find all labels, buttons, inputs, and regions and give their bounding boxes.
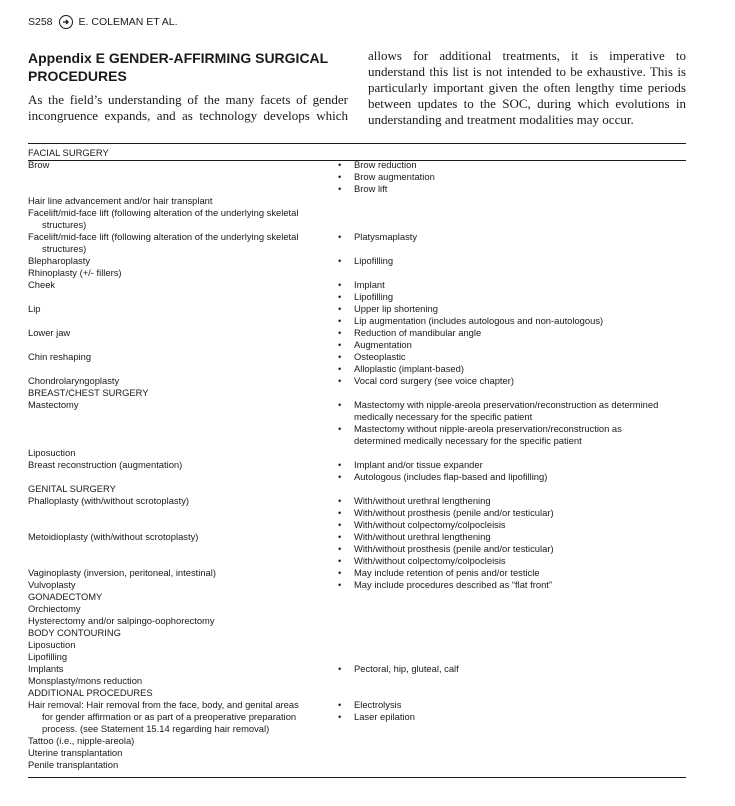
procedure-name-line: Vaginoplasty (inversion, peritoneal, intestinal) xyxy=(28,567,216,578)
option-item xyxy=(338,543,686,555)
bullet-icon: • xyxy=(338,495,342,506)
table-row xyxy=(28,159,686,195)
bullet-icon: • xyxy=(338,711,342,722)
procedure-options xyxy=(338,531,686,567)
option-text: With/without colpectomy/colpocleisis xyxy=(354,555,506,566)
page-number: S258 xyxy=(28,16,53,28)
procedure-name xyxy=(28,675,328,687)
procedure-name-line: Facelift/mid-face lift (following alteration of the underlying skeletal xyxy=(28,207,299,218)
option-text: With/without urethral lengthening xyxy=(354,531,491,542)
bullet-icon: • xyxy=(338,699,342,710)
option-item xyxy=(338,339,686,351)
table-row xyxy=(28,615,686,627)
option-text: Brow lift xyxy=(354,183,388,194)
option-text: Pectoral, hip, gluteal, calf xyxy=(354,663,459,674)
table-row xyxy=(28,639,686,651)
procedure-name xyxy=(28,327,328,351)
option-item xyxy=(338,555,686,567)
option-item xyxy=(338,531,686,543)
option-item xyxy=(338,579,686,591)
procedure-options xyxy=(338,567,686,579)
table-row xyxy=(28,651,686,663)
procedure-name xyxy=(28,603,328,615)
procedure-options xyxy=(338,399,686,447)
bullet-icon: • xyxy=(338,231,342,242)
procedure-options xyxy=(338,639,686,651)
option-item xyxy=(338,255,686,267)
option-item xyxy=(338,183,686,195)
bullet-icon: • xyxy=(338,423,342,434)
bullet-icon: • xyxy=(338,279,342,290)
option-item xyxy=(338,327,686,339)
procedure-name xyxy=(28,483,328,495)
table-top-rule xyxy=(28,143,686,144)
bullet-icon: • xyxy=(338,507,342,518)
procedure-options xyxy=(338,735,686,747)
procedure-options xyxy=(338,483,686,495)
table-row xyxy=(28,759,686,771)
option-item xyxy=(338,423,686,447)
procedure-name-line: Uterine transplantation xyxy=(28,747,123,758)
procedure-name-line: Implants xyxy=(28,663,64,674)
option-text: Lipofilling xyxy=(354,291,394,302)
option-item xyxy=(338,507,686,519)
procedure-options xyxy=(338,207,686,231)
option-item xyxy=(338,315,686,327)
option-item xyxy=(338,363,686,375)
bullet-icon: • xyxy=(338,183,342,194)
option-text: Electrolysis xyxy=(354,699,402,710)
procedure-name xyxy=(28,591,328,603)
procedure-name-line: Mastectomy xyxy=(28,399,79,410)
procedure-name xyxy=(28,447,328,459)
procedure-name xyxy=(28,699,328,735)
procedure-name xyxy=(28,735,328,747)
option-item xyxy=(338,519,686,531)
option-text: Augmentation xyxy=(354,339,412,350)
procedure-name-line: Hair removal: Hair removal from the face, body, and genital areas xyxy=(28,699,299,710)
procedure-options xyxy=(338,759,686,771)
procedure-options xyxy=(338,603,686,615)
table-row xyxy=(28,399,686,447)
option-text: May include procedures described as “flat front” xyxy=(354,579,553,590)
option-text: May include retention of penis and/or testicle xyxy=(354,567,540,578)
procedure-options xyxy=(338,231,686,255)
procedure-name-line: Lipofilling xyxy=(28,651,68,662)
procedure-options xyxy=(338,747,686,759)
option-item xyxy=(338,291,686,303)
option-text: Lip augmentation (includes autologous and non-autologous) xyxy=(354,315,604,326)
option-text: Mastectomy without nipple-areola preservation/reconstruction as determined medically necessary for the specific patient xyxy=(354,423,622,446)
bullet-icon: • xyxy=(338,339,342,350)
option-item xyxy=(338,171,686,183)
procedure-options xyxy=(338,591,686,603)
procedure-name xyxy=(28,375,328,387)
procedure-name-line: Penile transplantation xyxy=(28,759,119,770)
option-item xyxy=(338,279,686,291)
table-row xyxy=(28,687,686,699)
procedure-name xyxy=(28,627,328,639)
procedure-options xyxy=(338,327,686,351)
bullet-icon: • xyxy=(338,255,342,266)
procedure-name xyxy=(28,651,328,663)
procedure-name xyxy=(28,747,328,759)
procedure-name xyxy=(28,663,328,675)
table-row xyxy=(28,591,686,603)
bullet-icon: • xyxy=(338,303,342,314)
procedure-name xyxy=(28,267,328,279)
procedure-name xyxy=(28,303,328,327)
procedure-name-line: Metoidioplasty (with/without scrotoplasty) xyxy=(28,531,199,542)
table-row xyxy=(28,495,686,531)
procedure-name-line: Brow xyxy=(28,159,50,170)
bullet-icon: • xyxy=(338,531,342,542)
option-item xyxy=(338,159,686,171)
procedure-name xyxy=(28,387,328,399)
bullet-icon: • xyxy=(338,663,342,674)
procedure-name-line: structures) xyxy=(42,243,87,254)
table-row xyxy=(28,351,686,375)
table-row xyxy=(28,255,686,267)
bullet-icon: • xyxy=(338,315,342,326)
procedure-name-line: structures) xyxy=(42,219,87,230)
procedure-options xyxy=(338,663,686,675)
option-item xyxy=(338,399,686,423)
procedure-name-line: for gender affirmation or as part of a preoperative preparation xyxy=(42,711,297,722)
option-text: Lipofilling xyxy=(354,255,394,266)
procedure-name-line: Liposuction xyxy=(28,447,76,458)
procedure-name-line: Facelift/mid-face lift (following alteration of the underlying skeletal xyxy=(28,231,299,242)
procedure-name-line: Vulvoplasty xyxy=(28,579,76,590)
procedure-name xyxy=(28,195,328,207)
appendix-title: Appendix E GENDER-AFFIRMING SURGICAL PROCEDURES xyxy=(28,50,328,84)
option-text: With/without prosthesis (penile and/or testicular) xyxy=(354,543,554,554)
running-authors: E. COLEMAN ET AL. xyxy=(78,16,178,28)
bullet-icon: • xyxy=(338,567,342,578)
bullet-icon: • xyxy=(338,399,342,410)
bullet-icon: • xyxy=(338,291,342,302)
option-text: Implant xyxy=(354,279,385,290)
procedure-name xyxy=(28,759,328,771)
option-item xyxy=(338,459,686,471)
procedure-name xyxy=(28,615,328,627)
option-text: Alloplastic (implant-based) xyxy=(354,363,464,374)
option-text: Laser epilation xyxy=(354,711,415,722)
table-row xyxy=(28,747,686,759)
table-row xyxy=(28,327,686,351)
table-row xyxy=(28,579,686,591)
option-text: Osteoplastic xyxy=(354,351,406,362)
table-bottom-rule xyxy=(28,777,686,778)
table-row xyxy=(28,663,686,675)
procedure-options xyxy=(338,255,686,267)
procedure-name-line: Lower jaw xyxy=(28,327,71,338)
procedure-options xyxy=(338,147,686,159)
table-row xyxy=(28,207,686,231)
table-row xyxy=(28,675,686,687)
procedure-name-line: Liposuction xyxy=(28,639,76,650)
procedure-name-line: ADDITIONAL PROCEDURES xyxy=(28,687,153,698)
procedure-options xyxy=(338,279,686,303)
procedure-options xyxy=(338,303,686,327)
bullet-icon: • xyxy=(338,351,342,362)
intro-text-left: As the field’s understanding of the many facets of gender incongruence expands, and as technology develops which xyxy=(28,92,348,123)
table-row xyxy=(28,279,686,303)
procedure-name-line: Chin reshaping xyxy=(28,351,92,362)
procedure-name xyxy=(28,351,328,375)
procedure-name-line: BODY CONTOURING xyxy=(28,627,121,638)
bullet-icon: • xyxy=(338,543,342,554)
procedure-name-line: process. (see Statement 15.14 regarding hair removal) xyxy=(42,723,270,734)
procedure-name xyxy=(28,147,328,159)
option-text: Brow augmentation xyxy=(354,171,435,182)
option-item xyxy=(338,375,686,387)
option-item xyxy=(338,663,686,675)
procedure-name-line: Tattoo (i.e., nipple-areola) xyxy=(28,735,135,746)
bullet-icon: • xyxy=(338,375,342,386)
procedure-name-line: Hair line advancement and/or hair transplant xyxy=(28,195,213,206)
procedure-name xyxy=(28,231,328,255)
option-text: Brow reduction xyxy=(354,159,417,170)
bullet-icon: • xyxy=(338,519,342,530)
option-item xyxy=(338,699,686,711)
procedure-options xyxy=(338,159,686,195)
table-row xyxy=(28,627,686,639)
option-text: Vocal cord surgery (see voice chapter) xyxy=(354,375,514,386)
bullet-icon: • xyxy=(338,555,342,566)
table-row xyxy=(28,231,686,255)
procedure-name-line: Rhinoplasty (+/- fillers) xyxy=(28,267,122,278)
journal-logo-icon xyxy=(59,15,73,29)
bullet-icon: • xyxy=(338,579,342,590)
option-text: Platysmaplasty xyxy=(354,231,418,242)
procedure-options xyxy=(338,267,686,279)
table-row xyxy=(28,483,686,495)
option-item xyxy=(338,231,686,243)
procedure-options xyxy=(338,675,686,687)
procedure-name xyxy=(28,207,328,231)
option-text: With/without colpectomy/colpocleisis xyxy=(354,519,506,530)
table-row xyxy=(28,603,686,615)
table-row xyxy=(28,531,686,567)
table-row xyxy=(28,387,686,399)
bullet-icon: • xyxy=(338,159,342,170)
option-text: Autologous (includes flap-based and lipofilling) xyxy=(354,471,548,482)
option-text: Implant and/or tissue expander xyxy=(354,459,483,470)
procedure-name xyxy=(28,279,328,303)
table-row xyxy=(28,375,686,387)
bullet-icon: • xyxy=(338,327,342,338)
procedure-name xyxy=(28,495,328,531)
procedure-options xyxy=(338,375,686,387)
option-item xyxy=(338,567,686,579)
procedure-options xyxy=(338,195,686,207)
procedure-options xyxy=(338,699,686,735)
procedure-name-line: BREAST/CHEST SURGERY xyxy=(28,387,149,398)
procedure-name xyxy=(28,687,328,699)
option-item xyxy=(338,303,686,315)
procedure-options xyxy=(338,495,686,531)
option-item xyxy=(338,351,686,363)
procedure-name-line: Phalloplasty (with/without scrotoplasty) xyxy=(28,495,190,506)
option-text: Mastectomy with nipple-areola preservation/reconstruction as determined medically necessary for the specific patient xyxy=(354,399,659,422)
intro-text-right: allows for additional treatments, it is imperative to understand this list is not intended to be exhaustive. This is particularly important given the often lengthy time periods between updates to the SOC, during which evolutions in understanding and treatment modalities may occur. xyxy=(368,48,686,127)
option-text: Upper lip shortening xyxy=(354,303,438,314)
procedure-name-line: Orchiectomy xyxy=(28,603,81,614)
table-row xyxy=(28,447,686,459)
procedure-name-line: Blepharoplasty xyxy=(28,255,91,266)
procedure-options xyxy=(338,627,686,639)
procedure-name xyxy=(28,639,328,651)
option-text: With/without prosthesis (penile and/or testicular) xyxy=(354,507,554,518)
option-text: Reduction of mandibular angle xyxy=(354,327,482,338)
procedure-name xyxy=(28,579,328,591)
procedure-options xyxy=(338,615,686,627)
procedure-name-line: Breast reconstruction (augmentation) xyxy=(28,459,183,470)
procedure-name-line: GENITAL SURGERY xyxy=(28,483,116,494)
option-text: With/without urethral lengthening xyxy=(354,495,491,506)
procedure-options xyxy=(338,387,686,399)
procedure-options xyxy=(338,687,686,699)
procedure-name-line: Monsplasty/mons reduction xyxy=(28,675,143,686)
procedure-options xyxy=(338,459,686,483)
table-row xyxy=(28,459,686,483)
table-row xyxy=(28,195,686,207)
procedure-name xyxy=(28,459,328,483)
table-row xyxy=(28,699,686,735)
bullet-icon: • xyxy=(338,471,342,482)
procedure-name-line: Cheek xyxy=(28,279,56,290)
bullet-icon: • xyxy=(338,363,342,374)
page-header xyxy=(28,14,178,30)
procedure-name xyxy=(28,255,328,267)
bullet-icon: • xyxy=(338,171,342,182)
table-row xyxy=(28,735,686,747)
procedure-options xyxy=(338,579,686,591)
procedure-name-line: Lip xyxy=(28,303,41,314)
procedure-options xyxy=(338,351,686,375)
table-row xyxy=(28,267,686,279)
procedure-name xyxy=(28,531,328,567)
table-row xyxy=(28,147,686,159)
table-row xyxy=(28,567,686,579)
table-row xyxy=(28,303,686,327)
procedure-name xyxy=(28,399,328,447)
procedure-name xyxy=(28,159,328,195)
procedure-name xyxy=(28,567,328,579)
procedure-options xyxy=(338,447,686,459)
procedure-name-line: FACIAL SURGERY xyxy=(28,147,109,158)
option-item xyxy=(338,495,686,507)
procedure-name-line: GONADECTOMY xyxy=(28,591,103,602)
option-item xyxy=(338,471,686,483)
procedures-table xyxy=(28,147,686,771)
bullet-icon: • xyxy=(338,459,342,470)
procedure-options xyxy=(338,651,686,663)
option-item xyxy=(338,711,686,723)
procedure-name-line: Hysterectomy and/or salpingo-oophorectomy xyxy=(28,615,215,626)
procedure-name-line: Chondrolaryngoplasty xyxy=(28,375,120,386)
